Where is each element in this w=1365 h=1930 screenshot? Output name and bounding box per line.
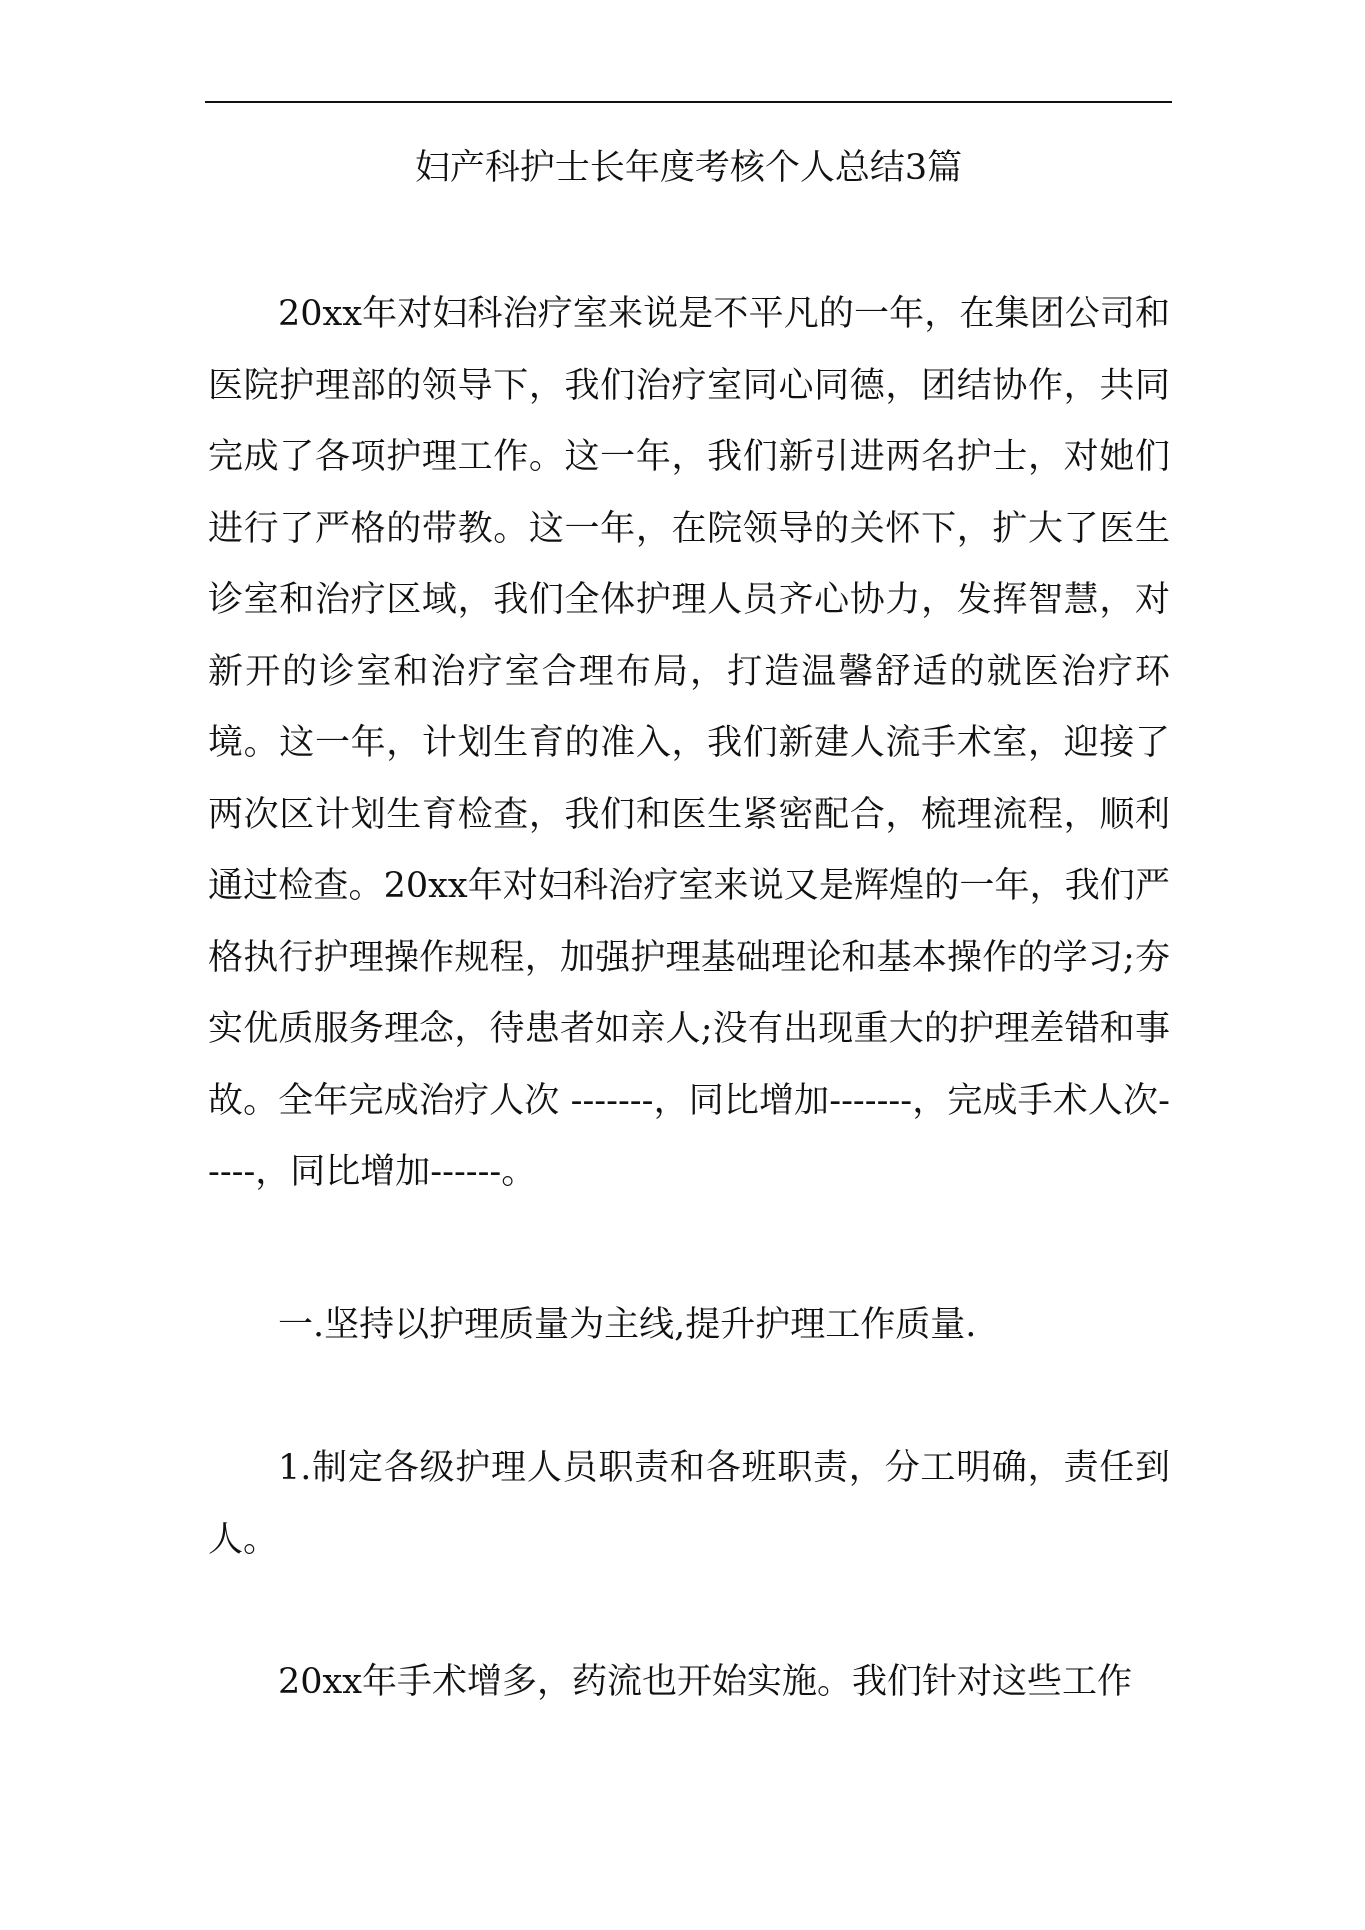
paragraph-item-1: 1.制定各级护理人员职责和各班职责，分工明确，责任到人。	[208, 1448, 1170, 1560]
paragraph-continuation: 20xx年手术增多，药流也开始实施。我们针对这些工作	[278, 1662, 1133, 1702]
section-heading-1: 一.坚持以护理质量为主线,提升护理工作质量.	[278, 1305, 977, 1345]
header-rule	[205, 101, 1172, 103]
paragraph-intro: 20xx年对妇科治疗室来说是不平凡的一年，在集团公司和医院护理部的领导下，我们治疗室同心同德，团结协作，共同完成了各项护理工作。这一年，我们新引进两名护士，对她们进行了严格的带教。这一年，在院领导的关怀下，扩大了医生诊室和治疗区域，我们全体护理人员齐心协力，发挥智慧，对新开的诊室和治疗室合理布局，打造温馨舒适的就医治疗环境。这一年，计划生育的准入，我们新建人流手术室，迎接了两次区计划生育检查，我们和医生紧密配合，梳理流程，顺利通过检查。20xx年对妇科治疗室来说又是辉煌的一年，我们严格执行护理操作规程，加强护理基础理论和基本操作的学习;夯实优质服务理念，待患者如亲人;没有出现重大的护理差错和事故。全年完成治疗人次 -------，同比增加-------，完成手术人次-----，同比增加------。	[208, 294, 1170, 1192]
document-title: 妇产科护士长年度考核个人总结3篇	[414, 148, 963, 188]
